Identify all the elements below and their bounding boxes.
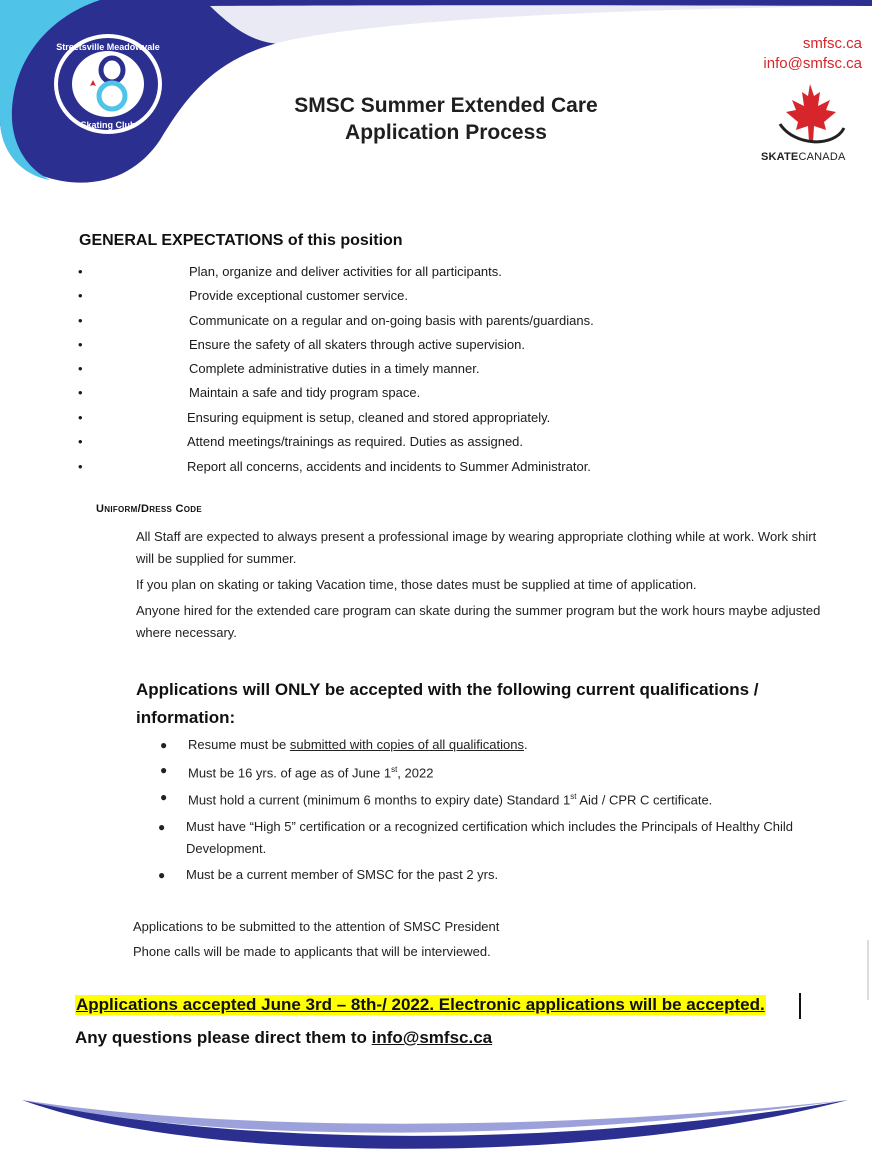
- list-item: • Maintain a safe and tidy program space.: [78, 385, 421, 401]
- questions-text: Any questions please direct them to: [75, 1028, 372, 1047]
- uniform-paragraph-1: All Staff are expected to always present a professional image by wearing appropriate clothing while at work. Work shirt will be supplied for summer.: [136, 529, 817, 566]
- text-cursor: [799, 993, 801, 1019]
- qualification-item: ● Must hold a current (minimum 6 months to expiry date) Standard 1st Aid / CPR C certificate.: [160, 790, 713, 808]
- list-item: • Provide exceptional customer service.: [78, 288, 408, 304]
- uniform-heading: Uniform/Dress Code: [96, 503, 203, 515]
- list-item: • Ensuring equipment is setup, cleaned and stored appropriately.: [78, 409, 551, 425]
- list-item: • Communicate on a regular and on-going basis with parents/guardians.: [78, 312, 594, 328]
- list-item: • Ensure the safety of all skaters through active supervision.: [78, 336, 526, 352]
- general-expectations-list: [75, 262, 815, 481]
- skate-canada-word1: SKATE: [761, 151, 799, 163]
- club-logo-text-top: Streetsville Meadowvale: [56, 42, 160, 52]
- application-dates-highlight: Applications accepted June 3rd – 8th-/ 2022. Electronic applications will be accepted.: [76, 995, 765, 1014]
- club-logo-text-bottom: Skating Club: [80, 120, 136, 130]
- skate-canada-wordmark: [761, 151, 846, 163]
- uniform-paragraph-2: If you plan on skating or taking Vacation time, those dates must be supplied at time of application.: [136, 577, 697, 592]
- list-item: • Attend meetings/trainings as required. Duties as assigned.: [78, 434, 524, 450]
- questions-line: [75, 1028, 492, 1048]
- contact-block: [763, 34, 862, 74]
- submission-note: Applications to be submitted to the attention of SMSC President: [133, 919, 500, 934]
- qualification-item: ● Must have “High 5” certification or a recognized certification which includes the Principals of Healthy Child Development.: [158, 819, 793, 856]
- qualification-item: ● Must be 16 yrs. of age as of June 1st, 2022: [160, 763, 434, 781]
- uniform-paragraph-3: Anyone hired for the extended care program can skate during the summer program but the work hours maybe adjusted where necessary.: [136, 603, 821, 640]
- applications-heading: Applications will ONLY be accepted with the following current qualifications / information:: [136, 680, 759, 727]
- phone-note: Phone calls will be made to applicants that will be interviewed.: [133, 944, 491, 959]
- qualification-item: ● Must be a current member of SMSC for the past 2 yrs.: [158, 867, 499, 882]
- general-expectations-heading: GENERAL EXPECTATIONS of this position: [79, 232, 403, 249]
- title-line-2: Application Process: [345, 121, 547, 144]
- website-link[interactable]: smfsc.ca: [802, 35, 862, 52]
- title-line-1: SMSC Summer Extended Care: [294, 94, 598, 117]
- qualification-item: ● Resume must be submitted with copies of all qualifications.: [160, 737, 528, 752]
- page-title: [0, 92, 892, 146]
- skate-canada-word2: CANADA: [798, 151, 846, 163]
- questions-email-link[interactable]: info@smfsc.ca: [371, 1028, 493, 1047]
- email-link[interactable]: info@smfsc.ca: [763, 55, 862, 72]
- list-item: • Report all concerns, accidents and incidents to Summer Administrator.: [78, 459, 591, 475]
- list-item: • Complete administrative duties in a timely manner.: [78, 361, 480, 377]
- list-item: • Plan, organize and deliver activities for all participants.: [78, 264, 502, 279]
